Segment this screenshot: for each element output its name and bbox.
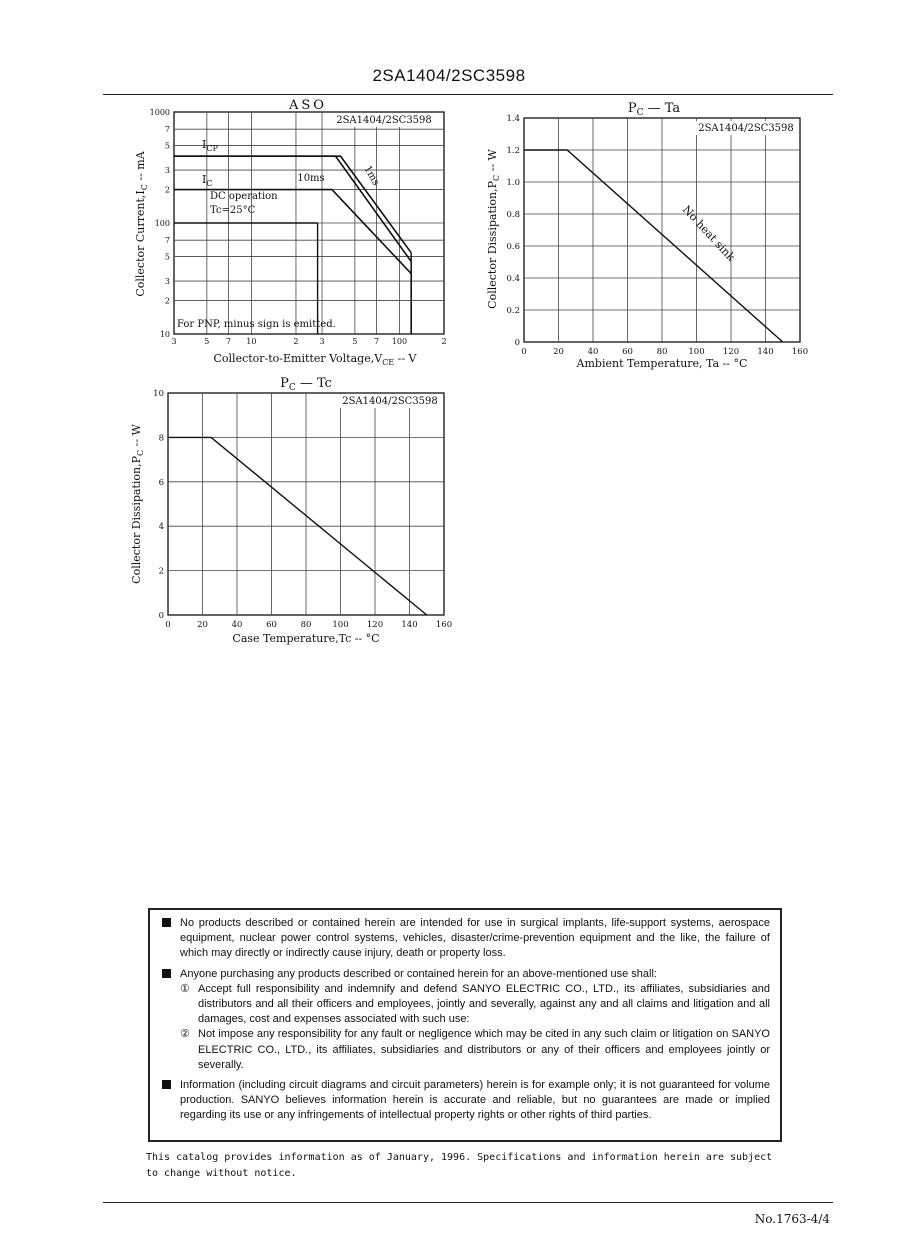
square-bullet-icon bbox=[162, 918, 171, 927]
disclaimer-item: No products described or contained herein are intended for use in surgical implants, life-support systems, aerospace equipment, nuclear power control systems, vehicles, disaster/crime-prevention equipment and the like, the failure of which may directly or indirectly cause injury, death or property loss. bbox=[162, 916, 770, 962]
aso-pnp-note: For PNP, minus sign is emitted. bbox=[177, 319, 336, 330]
aso-x-tick-label: 7 bbox=[373, 337, 380, 346]
y-tick-label: 0 bbox=[158, 611, 164, 621]
y-tick-label: 1.0 bbox=[506, 178, 520, 188]
aso-y-tick-label: 7 bbox=[164, 236, 170, 246]
pctc-y-axis-label: Collector $Dissipation,P_C$ -- W bbox=[130, 424, 145, 584]
aso-y-tick-label: 5 bbox=[164, 252, 170, 262]
x-tick-label: 120 bbox=[722, 347, 740, 357]
aso-x-tick-label: 3 bbox=[319, 337, 325, 346]
y-tick-label: 0.4 bbox=[506, 274, 520, 284]
aso-y-tick-label: 5 bbox=[164, 141, 170, 151]
aso-1ms-label: 1ms bbox=[361, 164, 382, 188]
aso-y-tick-label: 2 bbox=[164, 296, 170, 306]
aso-x-tick-label: 5 bbox=[352, 337, 358, 346]
page-number: No.1763-4/4 bbox=[754, 1212, 830, 1226]
pcta-x-axis-label: Ambient Temperature, Ta -- °C bbox=[576, 357, 748, 370]
x-tick-label: 100 bbox=[332, 620, 349, 630]
pctc-title: $P_C$ — Tc bbox=[280, 376, 332, 393]
disclaimer-item: Information (including circuit diagrams and circuit parameters) herein is for example only; it is not guaranteed for volume production. SANYO believes information herein is accurate and reliable, but no guarantees are made or implied regarding its use or any infringements of intellectual property rights or other rights of third parties. bbox=[162, 1078, 770, 1124]
x-tick-label: 40 bbox=[231, 620, 243, 630]
y-tick-label: 0.8 bbox=[506, 210, 520, 220]
x-tick-label: 100 bbox=[688, 347, 705, 357]
x-tick-label: 140 bbox=[757, 347, 774, 357]
aso-y-tick-label: 7 bbox=[164, 125, 170, 135]
aso-x-tick-label: 5 bbox=[204, 337, 210, 346]
x-tick-label: 20 bbox=[197, 620, 208, 630]
aso-x-tick-label: 7 bbox=[225, 337, 232, 346]
x-tick-label: 0 bbox=[521, 347, 527, 357]
pcta-curve-label: No heat sink bbox=[679, 203, 738, 264]
aso-y-tick-label: 10 bbox=[159, 330, 170, 339]
aso-title: ASO bbox=[289, 98, 327, 113]
aso-icp-label: $I_{CP}$ bbox=[202, 138, 218, 153]
pctc-model-label: 2SA1404/2SC3598 bbox=[342, 396, 438, 407]
square-bullet-icon bbox=[162, 969, 171, 978]
x-tick-label: 120 bbox=[366, 620, 384, 630]
aso-y-axis-label: Collector $Current,I_C$ -- mA bbox=[134, 151, 149, 297]
footer-rule bbox=[103, 1202, 833, 1203]
catalog-footnote: This catalog provides information as of January, 1996. Specifications and information herein are subject to change without notice. bbox=[146, 1152, 773, 1179]
y-tick-label: 0 bbox=[514, 338, 520, 348]
x-tick-label: 160 bbox=[791, 347, 809, 357]
x-tick-label: 80 bbox=[300, 620, 312, 630]
aso-x-axis-label: Collector-to-Emitter $Voltage,V_{CE}$ -- V bbox=[213, 352, 417, 367]
x-tick-label: 60 bbox=[622, 347, 633, 357]
document-title: 2SA1404/2SC3598 bbox=[372, 66, 526, 85]
disclaimer-subitem: ② Not impose any responsibility for any fault or negligence which may be cited in any such claim or litigation on SANYO ELECTRIC CO., LTD., its affiliates, subsidiaries and distributors or any of their officers and employees jointly or severally. bbox=[180, 1028, 770, 1071]
y-tick-label: 6 bbox=[158, 477, 164, 488]
aso-x-tick-label: 2 bbox=[293, 337, 299, 346]
x-tick-label: 60 bbox=[266, 620, 277, 630]
pc-ta-chart bbox=[484, 96, 814, 376]
y-tick-label: 10 bbox=[153, 389, 164, 399]
x-tick-label: 140 bbox=[401, 620, 418, 630]
disclaimer-box bbox=[148, 908, 782, 1142]
y-tick-label: 1.4 bbox=[506, 114, 520, 124]
aso-y-tick-label: 100 bbox=[154, 219, 170, 228]
aso-y-tick-label: 2 bbox=[164, 185, 170, 195]
header-rule bbox=[103, 94, 833, 95]
square-bullet-icon bbox=[162, 1080, 171, 1089]
x-tick-label: 20 bbox=[553, 347, 564, 357]
aso-tc-label: Tc=25°C bbox=[210, 205, 256, 216]
y-tick-label: 8 bbox=[158, 433, 164, 444]
disclaimer-item: Anyone purchasing any products described or contained herein for an above-mentioned use shall: bbox=[162, 967, 770, 982]
pctc-x-axis-label: Case Temperature,Tc -- °C bbox=[232, 632, 380, 645]
y-tick-label: 4 bbox=[158, 522, 164, 533]
pcta-model-label: 2SA1404/2SC3598 bbox=[698, 123, 794, 134]
aso-10ms-label: 10ms bbox=[297, 173, 325, 184]
x-tick-label: 40 bbox=[587, 347, 599, 357]
x-tick-label: 160 bbox=[435, 620, 453, 630]
y-tick-label: 1.2 bbox=[506, 146, 520, 156]
aso-x-tick-label: 2 bbox=[441, 337, 447, 346]
aso-x-tick-label: 3 bbox=[171, 337, 177, 346]
aso-y-tick-label: 1000 bbox=[149, 108, 170, 117]
pc-tc-chart bbox=[128, 372, 458, 650]
aso-y-tick-label: 3 bbox=[164, 277, 170, 287]
aso-chart bbox=[130, 96, 460, 372]
aso-series-2 bbox=[174, 190, 411, 274]
aso-dc-label: DC operation bbox=[210, 191, 278, 202]
pcta-title: $P_C$ — Ta bbox=[627, 101, 681, 118]
y-tick-label: 0.2 bbox=[506, 306, 520, 316]
disclaimer-subitem: ① Accept full responsibility and indemnify and defend SANYO ELECTRIC CO., LTD., its affiliates, subsidiaries and distributors and all their officers and employees, jointly and severally, against any and all claims and litigation and all damages, cost and expenses associated with such use: bbox=[180, 982, 770, 1026]
aso-x-tick-label: 10 bbox=[246, 337, 257, 346]
y-tick-label: 0.6 bbox=[506, 242, 520, 252]
x-tick-label: 80 bbox=[656, 347, 668, 357]
aso-model-label: 2SA1404/2SC3598 bbox=[336, 115, 432, 126]
y-tick-label: 2 bbox=[158, 566, 164, 577]
aso-ic-label: $I_C$ bbox=[202, 173, 213, 188]
x-tick-label: 0 bbox=[165, 620, 171, 630]
aso-y-tick-label: 3 bbox=[164, 166, 170, 176]
aso-x-tick-label: 100 bbox=[391, 337, 408, 346]
pcta-y-axis-label: Collector $Dissipation,P_C$ -- W bbox=[486, 149, 501, 309]
